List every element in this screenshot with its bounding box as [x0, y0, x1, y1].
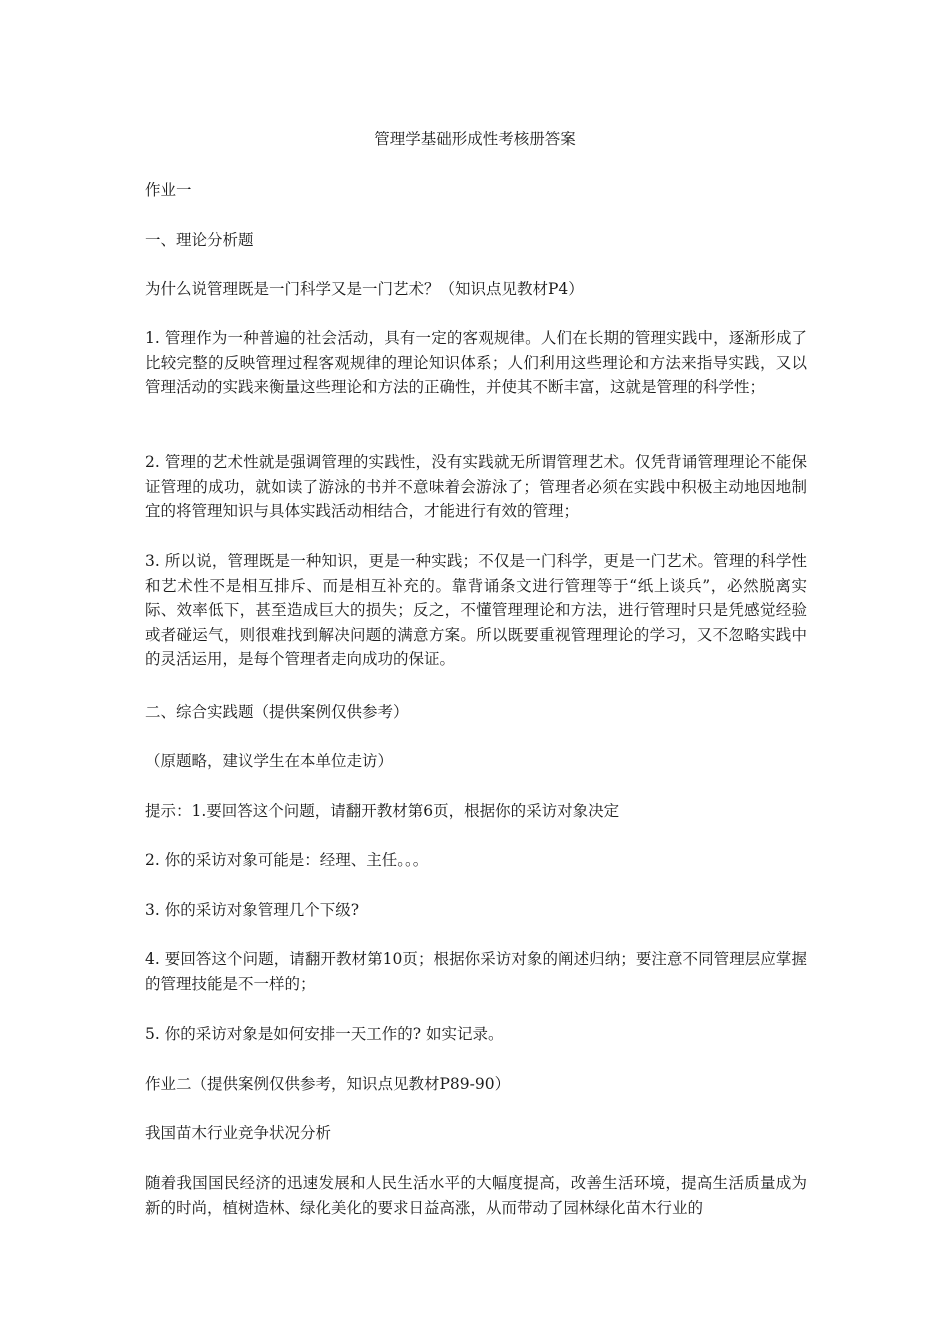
answer-paragraph-3: 3. 所以说，管理既是一种知识，更是一种实践；不仅是一门科学，更是一门艺术。管理的科学性和艺术性不是相互排斥、而是相互补充的。靠背诵条文进行管理等于“纸上谈兵”，必然脱离实际、效率低下，甚至造成巨大的损失；反之，不懂管理理论和方法，进行管理时只是凭感觉经验或者碰运气，则很难找到解决问题的满意方案。所以既要重视管理理论的学习，又不忽略实践中的灵活运用，是每个管理者走向成功的保证。: [145, 552, 807, 668]
hint-1: 提示：1.要回答这个问题，请翻开教材第6页，根据你的采访对象决定: [145, 802, 620, 820]
section-1-heading: 一、理论分析题: [145, 231, 254, 249]
hint-4: 4. 要回答这个问题，请翻开教材第10页；根据你采访对象的阐述归纳；要注意不同管理层应掌握的管理技能是不一样的；: [145, 950, 807, 993]
case-paragraph: 随着我国国民经济的迅速发展和人民生活水平的大幅度提高，改善生活环境，提高生活质量成为新的时尚，植树造林、绿化美化的要求日益高涨，从而带动了园林绿化苗木行业的: [145, 1174, 807, 1217]
answer-paragraph-1: 1. 管理作为一种普遍的社会活动，具有一定的客观规律。人们在长期的管理实践中，逐渐形成了比较完整的反映管理过程客观规律的理论知识体系；人们利用这些理论和方法来指导实践，又以管理活动的实践来衡量这些理论和方法的正确性，并使其不断丰富，这就是管理的科学性；: [145, 329, 807, 396]
section-2-note: （原题略，建议学生在本单位走访）: [145, 752, 394, 770]
homework-2-heading: 作业二（提供案例仅供参考，知识点见教材P89-90）: [145, 1075, 511, 1093]
case-title: 我国苗木行业竞争状况分析: [145, 1124, 332, 1142]
section-2-heading: 二、综合实践题（提供案例仅供参考）: [145, 703, 409, 721]
question-text: 为什么说管理既是一门科学又是一门艺术？（知识点见教材P4）: [145, 280, 584, 298]
hint-2: 2. 你的采访对象可能是：经理、主任。。。: [145, 851, 429, 869]
hint-5: 5. 你的采访对象是如何安排一天工作的? 如实记录。: [145, 1025, 504, 1043]
document-title: 管理学基础形成性考核册答案: [374, 130, 576, 148]
answer-paragraph-2: 2. 管理的艺术性就是强调管理的实践性，没有实践就无所谓管理艺术。仅凭背诵管理理论不能保证管理的成功，就如读了游泳的书并不意味着会游泳了；管理者必须在实践中积极主动地因地制宜的将管理知识与具体实践活动相结合，才能进行有效的管理；: [145, 453, 807, 520]
hint-3: 3. 你的采访对象管理几个下级?: [145, 901, 360, 919]
homework-1-heading: 作业一: [145, 181, 192, 199]
